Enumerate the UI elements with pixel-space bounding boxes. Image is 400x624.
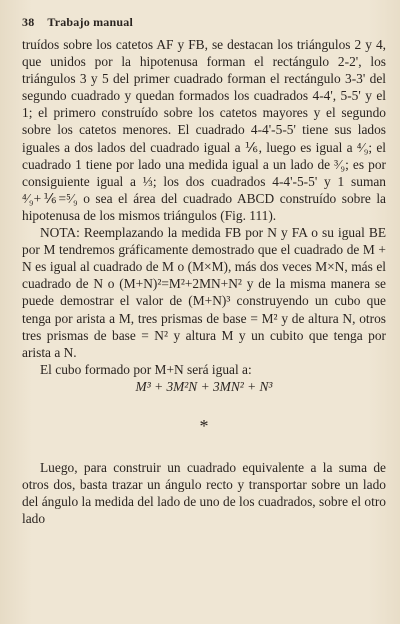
paragraph-cube: El cubo formado por M+N será igual a: bbox=[40, 361, 252, 377]
page-number: 38 bbox=[22, 15, 35, 29]
running-title: Trabajo manual bbox=[47, 15, 133, 29]
page-header bbox=[22, 14, 386, 30]
paragraph-closing: Luego, para construir un cuadrado equivalente a la suma de otros dos, basta trazar un ángulo recto y transportar sobre un lado del ángulo la medida del lado de uno de los cuadrados, sobre el otro lado bbox=[22, 459, 386, 527]
cube-formula: M³ + 3M²N + 3MN² + N³ bbox=[135, 378, 273, 394]
paragraph-triangles: truídos sobre los catetos AF y FB, se destacan los triángulos 2 y 4, que unidos por la hipotenusa forman el rectángulo 2-2', los triángulos 3 y 5 del primer cuadrado forman el rectángulo 3-3' del segundo cuadrado y quedan formados los cuadrados 4-4', 5-5' y el 1; el primero construído sobre los catetos mayores y el segundo sobre los catetos menores. El cuadrado 4-4'-5-5' tiene sus lados iguales a dos lados del cuadrado igual a ⅙, luego es igual a ⁴⁄₉; el cuadrado 1 tiene por lado una medida igual a un lado de ³⁄₉; es por consiguiente igual a ⅓; los dos cuadrados 4-4'-5-5' y 1 suman ⁴⁄₉+⅙=⁵⁄₉ o sea el área del cuadrado ABCD construído sobre la hipotenusa de los mismos triángulos (Fig. 111). bbox=[22, 37, 386, 223]
paragraph-nota: NOTA: Reemplazando la medida FB por N y FA o su igual BE por M tendremos gráficamente demostrado que el cuadrado de M + N es igual al cuadrado de M o (M×M), más dos veces M×N, más el cuadrado de N o (M+N)²=M²+2MN+N² y de la misma manera se puede demostrar el valor de (M+N)³ construyendo un cubo que tenga por arista a M, tres prismas de base = M² y de altura N, otros tres prismas de base = N² y altura M y un cubito que tenga por arista a N. bbox=[22, 225, 386, 360]
section-separator: * bbox=[199, 415, 209, 436]
page-body bbox=[22, 36, 386, 527]
